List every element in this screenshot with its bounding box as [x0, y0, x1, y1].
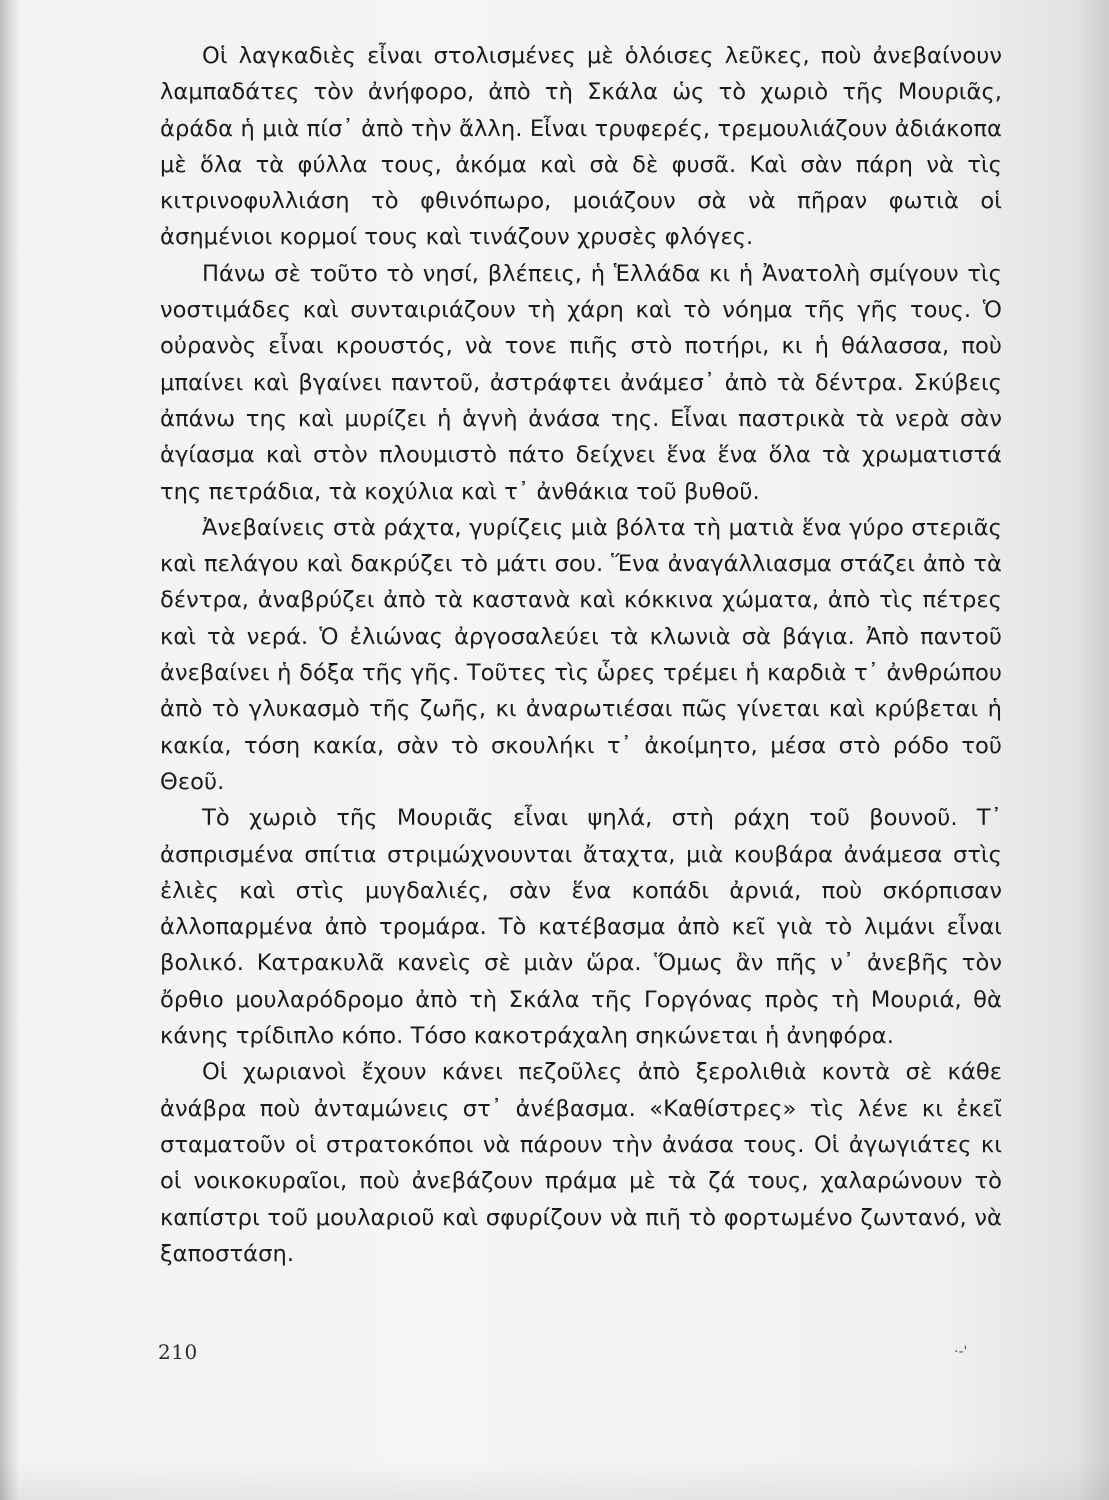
- paragraph-2: Πάνω σὲ τοῦτο τὸ νησί, βλέπεις, ἡ Ἑλλάδα κι ἡ Ἀνατολὴ σμίγουν τὶς νοστιμάδες καὶ συνταιριάζουν τὴ χάρη καὶ τὸ νόημα τῆς γῆς τους. Ὁ οὐρανὸς εἶναι κρουστός, νὰ τονε πιῆς στὸ ποτήρι, κι ἡ θάλασσα, ποὺ μπαίνει καὶ βγαίνει παντοῦ, ἀστράφτει ἀνάμεσ᾽ ἀπὸ τὰ δέντρα. Σκύβεις ἀπάνω της καὶ μυρίζει ἡ ἁγνὴ ἀνάσα της. Εἶναι παστρικὰ τὰ νερὰ σὰν ἁγίασμα καὶ στὸν πλουμιστὸ πάτο δείχνει ἕνα ἕνα ὅλα τὰ χρωματιστά της πετράδια, τὰ κοχύλια καὶ τ᾽ ἀνθάκια τοῦ βυθοῦ.: [160, 260, 1002, 505]
- paragraph-1: Οἱ λαγκαδιὲς εἶναι στολισμένες μὲ ὁλόισες λεῦκες, ποὺ ἀνεβαίνουν λαμπαδάτες τὸν ἀνήφορο, ἀπὸ τὴ Σκάλα ὡς τὸ χωριὸ τῆς Μουριᾶς, ἀράδα ἡ μιὰ πίσ᾽ ἀπὸ τὴν ἄλλη. Εἶναι τρυφερές, τρεμουλιάζουν ἀδιάκοπα μὲ ὅλα τὰ φύλλα τους, ἀκόμα καὶ σὰ δὲ φυσᾶ. Καὶ σὰν πάρη νὰ τὶς κιτρινοφυλλιάση τὸ φθινόπωρο, μοιάζουν σὰ νὰ πῆραν φωτιὰ οἱ ἀσημένιοι κορμοί τους καὶ τινάζουν χρυσὲς φλόγες.: [160, 43, 1002, 251]
- paragraph-3: Ἀνεβαίνεις στὰ ράχτα, γυρίζεις μιὰ βόλτα τὴ ματιὰ ἕνα γύρο στεριᾶς καὶ πελάγου καὶ δακρύζει τὸ μάτι σου. Ἕνα ἀναγάλλιασμα στάζει ἀπὸ τὰ δέντρα, ἀναβρύζει ἀπὸ τὰ καστανὰ καὶ κόκκινα χώματα, ἀπὸ τὶς πέτρες καὶ τὰ νερά. Ὁ ἐλιώνας ἀργοσαλεύει τὰ κλωνιὰ σὰ βάγια. Ἀπὸ παντοῦ ἀνεβαίνει ἡ δόξα τῆς γῆς. Τοῦτες τὶς ὧρες τρέμει ἡ καρδιὰ τ᾽ ἀνθρώπου ἀπὸ τὸ γλυκασμὸ τῆς ζωῆς, κι ἀναρωτιέσαι πῶς γίνεται καὶ κρύβεται ἡ κακία, τόση κακία, σὰν τὸ σκουλήκι τ᾽ ἀκοίμητο, μέσα στὸ ρόδο τοῦ Θεοῦ.: [160, 514, 1002, 795]
- body-text: [160, 38, 1002, 1272]
- page-number: 210: [158, 1340, 198, 1364]
- paragraph-4: Τὸ χωριὸ τῆς Μουριᾶς εἶναι ψηλά, στὴ ράχη τοῦ βουνοῦ. Τ᾽ ἀσπρισμένα σπίτια στριμώχνουνται ἄταχτα, μιὰ κουβάρα ἀνάμεσα στὶς ἐλιὲς καὶ στὶς μυγδαλιές, σὰν ἕνα κοπάδι ἀρνιά, ποὺ σκόρπισαν ἀλλοπαρμένα ἀπὸ τρομάρα. Τὸ κατέβασμα ἀπὸ κεῖ γιὰ τὸ λιμάνι εἶναι βολικό. Κατρακυλᾶ κανεὶς σὲ μιὰν ὥρα. Ὅμως ἂν πῆς ν᾽ ἀνεβῆς τὸν ὄρθιο μουλαρόδρομο ἀπὸ τὴ Σκάλα τῆς Γοργόνας πρὸς τὴ Μουριά, θὰ κάνης τρίδιπλο κόπο. Τόσο κακοτράχαλη σηκώνεται ἡ ἀνηφόρα.: [160, 805, 1002, 1050]
- corner-mark: ·-': [954, 1344, 968, 1360]
- paragraph-5: Οἱ χωριανοὶ ἔχουν κάνει πεζοῦλες ἀπὸ ξερολιθιὰ κοντὰ σὲ κάθε ἀνάβρα ποὺ ἀνταμώνεις στ᾽ ἀνέβασμα. «Καθίστρες» τὶς λένε κι ἐκεῖ σταματοῦν οἱ στρατοκόποι νὰ πάρουν τὴν ἀνάσα τους. Οἱ ἀγωγιάτες κι οἱ νοικοκυραῖοι, ποὺ ἀνεβάζουν πράμα μὲ τὰ ζά τους, χαλαρώνουν τὸ καπίστρι τοῦ μουλαριοῦ καὶ σφυρίζουν νὰ πιῆ τὸ φορτωμένο ζωντανό, νὰ ξαποστάση.: [160, 1059, 1002, 1267]
